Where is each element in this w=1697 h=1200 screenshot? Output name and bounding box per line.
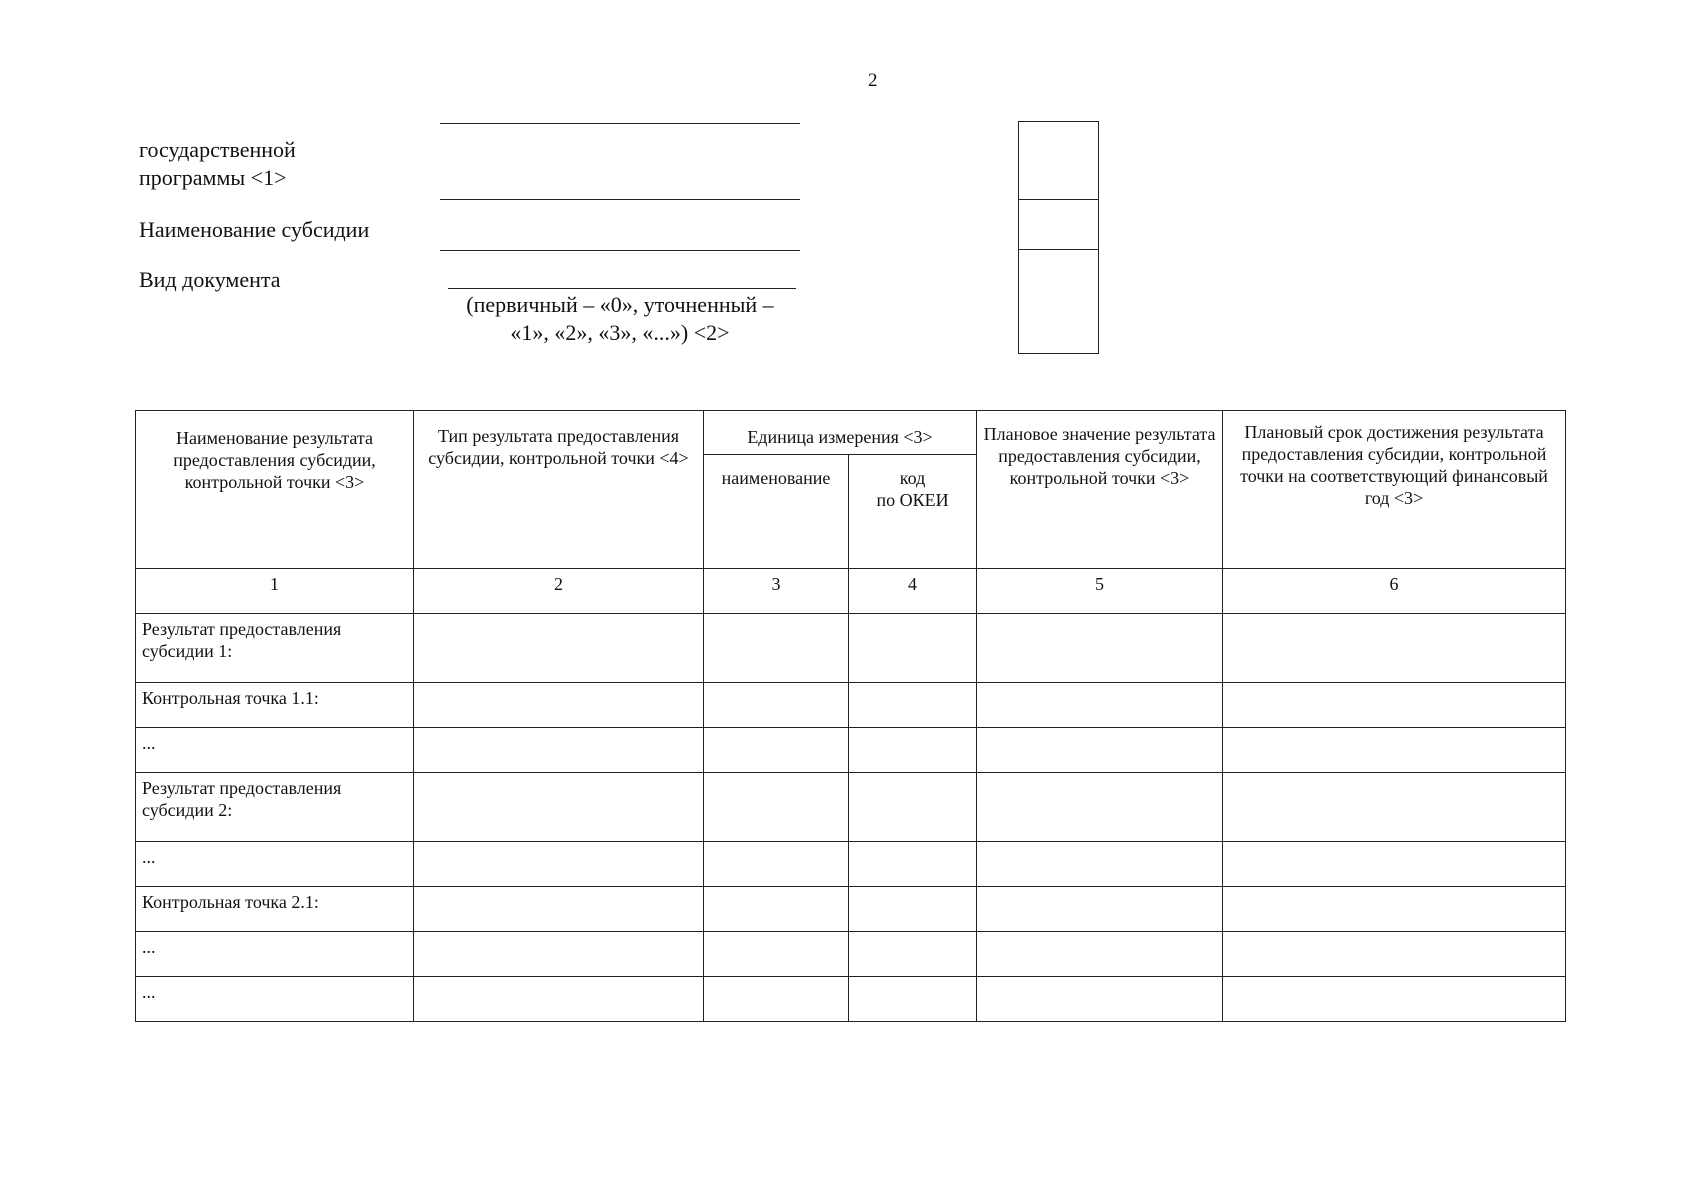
row-label: ... (136, 932, 414, 977)
row-label: ... (136, 977, 414, 1022)
table-row (136, 683, 1566, 728)
document-type-hint: (первичный – «0», уточненный – «1», «2», «3», «...») <2> (466, 292, 774, 345)
table-row (136, 614, 1566, 683)
column-number: 2 (414, 569, 704, 614)
code-cell-document-type[interactable] (1019, 250, 1098, 352)
table-cell[interactable] (1223, 842, 1566, 887)
results-table (135, 410, 1566, 1022)
program-label: государственной программы <1> (139, 137, 296, 190)
table-cell[interactable] (849, 614, 977, 683)
table-cell[interactable] (414, 614, 704, 683)
table-cell[interactable] (977, 614, 1223, 683)
row-label: Результат предоставления субсидии 2: (136, 773, 414, 842)
document-type-fill-line[interactable] (448, 288, 796, 289)
program-fill-line[interactable] (440, 199, 800, 200)
column-number: 6 (1223, 569, 1566, 614)
table-cell[interactable] (1223, 773, 1566, 842)
table-cell[interactable] (414, 887, 704, 932)
header-planned-deadline: Плановый срок достижения результата предоставления субсидии, контрольной точки на соответствующий финансовый год <3> (1223, 411, 1566, 569)
table-cell[interactable] (977, 842, 1223, 887)
table-row (136, 932, 1566, 977)
table-cell[interactable] (1223, 728, 1566, 773)
header-okei-code: код по ОКЕИ (849, 455, 977, 569)
table-cell[interactable] (977, 977, 1223, 1022)
row-label: Контрольная точка 2.1: (136, 887, 414, 932)
table-cell[interactable] (414, 932, 704, 977)
table-cell[interactable] (1223, 614, 1566, 683)
header-result-type: Тип результата предоставления субсидии, контрольной точки <4> (414, 411, 704, 569)
program-fill-line-top[interactable] (440, 123, 800, 124)
table-cell[interactable] (849, 842, 977, 887)
table-row (136, 887, 1566, 932)
code-cell-subsidy[interactable] (1019, 200, 1098, 250)
table-cell[interactable] (414, 773, 704, 842)
table-cell[interactable] (1223, 932, 1566, 977)
table-cell[interactable] (849, 728, 977, 773)
subsidy-name-fill-line[interactable] (440, 250, 800, 251)
table-cell[interactable] (704, 977, 849, 1022)
column-number: 1 (136, 569, 414, 614)
table-row (136, 842, 1566, 887)
row-label: ... (136, 728, 414, 773)
code-cell-program[interactable] (1019, 122, 1098, 200)
column-number: 5 (977, 569, 1223, 614)
table-cell[interactable] (849, 887, 977, 932)
table-cell[interactable] (1223, 887, 1566, 932)
subsidy-name-label: Наименование субсидии (139, 217, 370, 242)
table-cell[interactable] (704, 683, 849, 728)
page-number: 2 (868, 70, 878, 91)
table-cell[interactable] (977, 683, 1223, 728)
table-cell[interactable] (414, 683, 704, 728)
header-unit-name: наименование (704, 455, 849, 569)
column-number: 4 (849, 569, 977, 614)
table-cell[interactable] (704, 842, 849, 887)
table-cell[interactable] (704, 614, 849, 683)
row-label: Результат предоставления субсидии 1: (136, 614, 414, 683)
code-box (1018, 121, 1099, 354)
table-cell[interactable] (704, 932, 849, 977)
table-cell[interactable] (1223, 683, 1566, 728)
table-row (136, 728, 1566, 773)
header-unit-group: Единица измерения <3> (704, 411, 977, 455)
row-label: Контрольная точка 1.1: (136, 683, 414, 728)
table-cell[interactable] (977, 773, 1223, 842)
column-numbers-row (136, 569, 1566, 614)
table-cell[interactable] (1223, 977, 1566, 1022)
table-cell[interactable] (849, 932, 977, 977)
document-type-label: Вид документа (139, 267, 281, 292)
table-row (136, 773, 1566, 842)
table-cell[interactable] (977, 887, 1223, 932)
table-cell[interactable] (414, 728, 704, 773)
table-cell[interactable] (704, 728, 849, 773)
header-result-name: Наименование результата предоставления субсидии, контрольной точки <3> (136, 411, 414, 569)
table-cell[interactable] (977, 932, 1223, 977)
row-label: ... (136, 842, 414, 887)
table-cell[interactable] (849, 977, 977, 1022)
table-cell[interactable] (849, 683, 977, 728)
table-row (136, 977, 1566, 1022)
table-cell[interactable] (977, 728, 1223, 773)
table-cell[interactable] (414, 842, 704, 887)
table-cell[interactable] (849, 773, 977, 842)
table-cell[interactable] (704, 887, 849, 932)
table-cell[interactable] (704, 773, 849, 842)
table-cell[interactable] (414, 977, 704, 1022)
column-number: 3 (704, 569, 849, 614)
header-planned-value: Плановое значение результата предоставления субсидии, контрольной точки <3> (977, 411, 1223, 569)
